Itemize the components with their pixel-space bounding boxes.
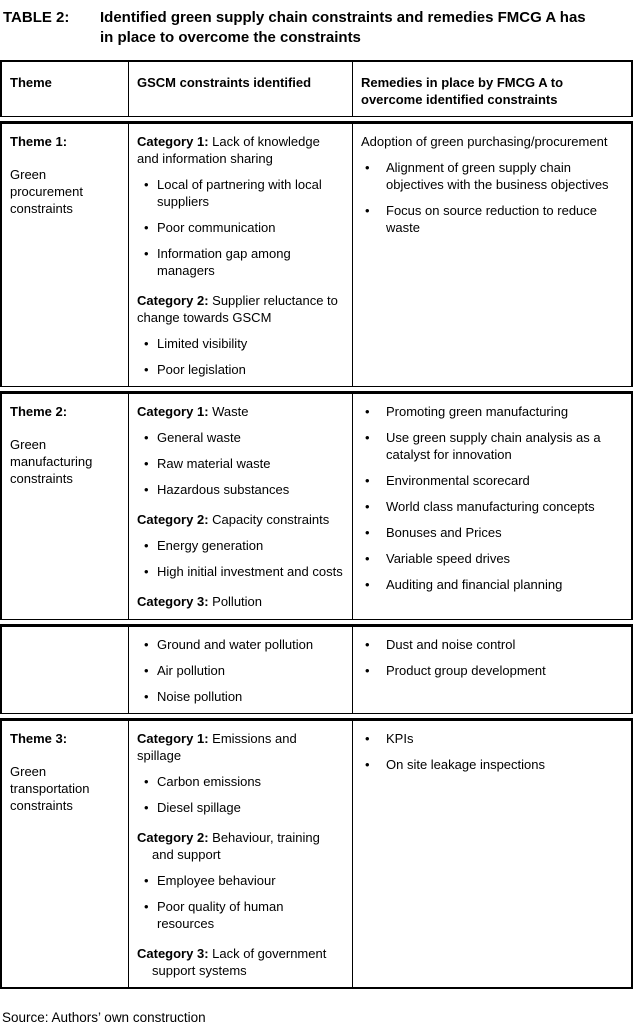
bullet-icon: • <box>365 473 370 488</box>
bullet-item: • Information gap among managers <box>144 246 291 278</box>
bullet-item: • Environmental scorecard <box>365 473 530 488</box>
theme2-cell <box>2 394 128 619</box>
bullet-item: • General waste <box>144 430 241 445</box>
bullet-item: • Raw material waste <box>144 456 271 471</box>
theme3-constraints-cell <box>128 721 352 987</box>
bullet-item: • Diesel spillage <box>144 800 241 815</box>
category-heading: Category 3: Pollution <box>137 594 263 609</box>
table-caption <box>0 6 633 60</box>
theme3-desc: Green transportation constraints <box>10 764 90 813</box>
bullet-icon: • <box>144 689 149 704</box>
bullet-icon: • <box>365 757 370 772</box>
table-row-theme1 <box>0 121 633 387</box>
table-title: Identified green supply chain constraints and remedies FMCG A has in place to overcome the constraints <box>100 9 586 46</box>
bullet-icon: • <box>144 899 149 914</box>
theme2-desc: Green manufacturing constraints <box>10 437 93 486</box>
bullet-item: • Auditing and financial planning <box>365 577 563 592</box>
category-heading: Category 1: Lack of knowledge and information sharing <box>137 134 320 166</box>
bullet-item: • Limited visibility <box>144 336 248 351</box>
bullet-icon: • <box>144 663 149 678</box>
theme3-cell <box>2 721 128 987</box>
table-row-theme2 <box>0 391 633 620</box>
category-heading: Category 3: Lack of government support systems <box>137 946 327 978</box>
bullet-icon: • <box>365 430 370 445</box>
bullet-item: • Energy generation <box>144 538 264 553</box>
bullet-item: • Poor quality of human resources <box>144 899 284 931</box>
bullet-icon: • <box>144 774 149 789</box>
bullet-icon: • <box>144 564 149 579</box>
bullet-item: • On site leakage inspections <box>365 757 545 772</box>
bullet-icon: • <box>144 637 149 652</box>
bullet-item: • Employee behaviour <box>144 873 276 888</box>
bullet-item: • Local of partnering with local suppliers <box>144 177 322 209</box>
table-number: TABLE 2: <box>3 9 70 26</box>
continued-constraints-cell <box>128 627 352 713</box>
category-heading: Category 1: Waste <box>137 404 249 419</box>
bullet-icon: • <box>365 404 370 419</box>
bullet-icon: • <box>365 160 370 175</box>
bullet-item: • Product group development <box>365 663 546 678</box>
bullet-icon: • <box>144 873 149 888</box>
bullet-icon: • <box>365 731 370 746</box>
theme3-remedies-cell <box>352 721 631 987</box>
bullet-icon: • <box>365 525 370 540</box>
bullet-icon: • <box>144 220 149 235</box>
theme1-constraints-cell <box>128 124 352 386</box>
bullet-item: • Focus on source reduction to reduce waste <box>365 203 598 235</box>
bullet-item: • Bonuses and Prices <box>365 525 502 540</box>
bullet-icon: • <box>144 800 149 815</box>
source-note: Source: Authors’ own construction <box>2 1010 206 1025</box>
remedy-intro: Adoption of green purchasing/procurement <box>361 134 608 149</box>
bullet-item: • Air pollution <box>144 663 225 678</box>
bullet-item: • High initial investment and costs <box>144 564 343 579</box>
bullet-item: • World class manufacturing concepts <box>365 499 595 514</box>
category-heading: Category 1: Emissions and spillage <box>137 731 297 763</box>
bullet-icon: • <box>144 538 149 553</box>
bullet-item: • Dust and noise control <box>365 637 516 652</box>
bullet-item: • Poor communication <box>144 220 276 235</box>
bullet-icon: • <box>365 577 370 592</box>
table-row-theme3 <box>0 718 633 989</box>
bullet-icon: • <box>144 430 149 445</box>
bullet-item: • KPIs <box>365 731 414 746</box>
constraints-table <box>0 60 633 989</box>
theme2-constraints-cell <box>128 394 352 619</box>
bullet-item: • Variable speed drives <box>365 551 511 566</box>
header-theme: Theme <box>10 75 52 90</box>
table-row-theme2-continued <box>0 624 633 714</box>
bullet-item: • Poor legislation <box>144 362 246 377</box>
theme1-cell <box>2 124 128 386</box>
bullet-item: • Hazardous substances <box>144 482 290 497</box>
continued-remedies-cell <box>352 627 631 713</box>
bullet-item: • Use green supply chain analysis as a catalyst for innovation <box>365 430 601 462</box>
bullet-item: • Noise pollution <box>144 689 243 704</box>
empty-theme-cell <box>2 627 128 713</box>
bullet-icon: • <box>144 336 149 351</box>
bullet-icon: • <box>365 203 370 218</box>
table-header-row <box>0 60 633 117</box>
bullet-icon: • <box>144 362 149 377</box>
theme1-desc: Green procurement constraints <box>10 167 83 216</box>
theme2-remedies-cell <box>352 394 631 619</box>
category-heading: Category 2: Behaviour, training and support <box>137 830 320 862</box>
theme2-title: Theme 2: <box>10 404 68 419</box>
category-heading: Category 2: Supplier reluctance to change towards GSCM <box>137 293 338 325</box>
theme1-title: Theme 1: <box>10 134 68 149</box>
bullet-item: • Ground and water pollution <box>144 637 314 652</box>
bullet-icon: • <box>365 551 370 566</box>
bullet-icon: • <box>144 456 149 471</box>
bullet-icon: • <box>365 499 370 514</box>
bullet-icon: • <box>365 637 370 652</box>
header-constraints: GSCM constraints identified <box>128 62 352 116</box>
theme3-title: Theme 3: <box>10 731 68 746</box>
bullet-icon: • <box>365 663 370 678</box>
bullet-icon: • <box>144 177 149 192</box>
header-remedies: Remedies in place by FMCG A to overcome identified constraints <box>352 62 631 116</box>
bullet-item: • Carbon emissions <box>144 774 262 789</box>
bullet-item: • Promoting green manufacturing <box>365 404 569 419</box>
bullet-icon: • <box>144 482 149 497</box>
bullet-icon: • <box>144 246 149 261</box>
bullet-item: • Alignment of green supply chain objectives with the business objectives <box>365 160 609 192</box>
category-heading: Category 2: Capacity constraints <box>137 512 330 527</box>
theme1-remedies-cell <box>352 124 631 386</box>
